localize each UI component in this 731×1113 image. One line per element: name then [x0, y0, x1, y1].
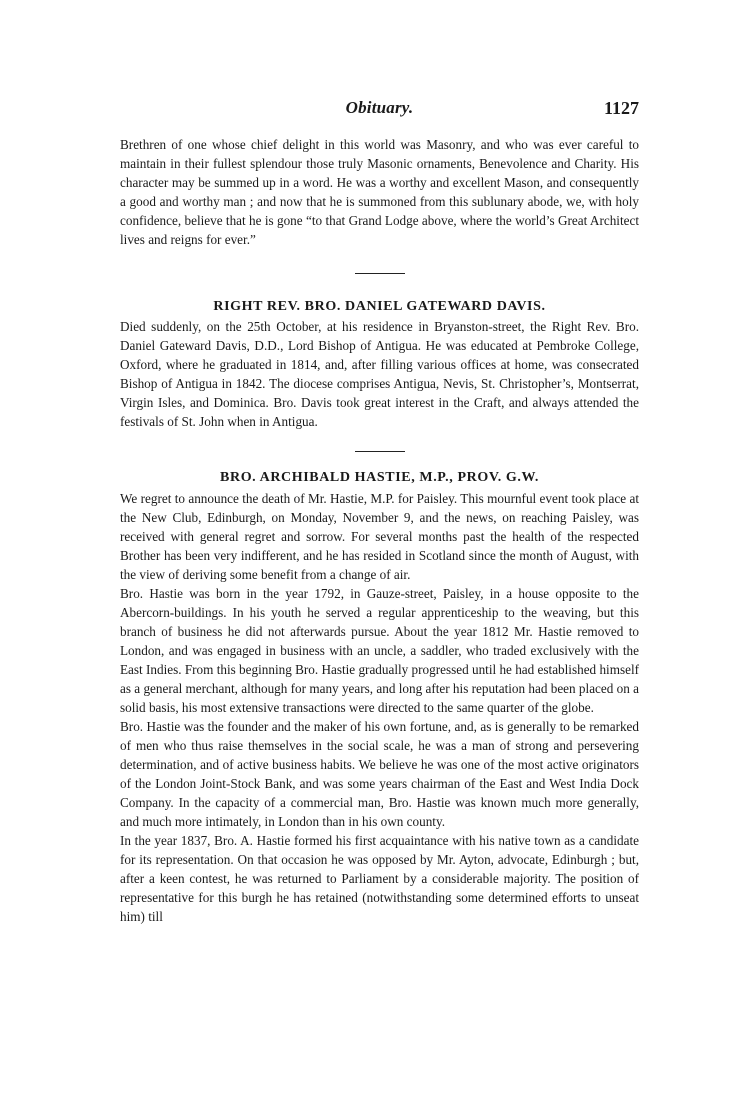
hastie-paragraph-2: Bro. Hastie was born in the year 1792, in Gauze-street, Paisley, in a house opposite to the Abercorn-buildings. In his youth he served a regular apprenticeship to the weaving, but this branch of business he did not afterwards pursue. About the year 1812 Mr. Hastie removed to London, and was engaged in business with an uncle, a saddler, who traded exclusively with the East Indies. From this beginning Bro. Hastie gradually progressed until he had established himself as a general merchant, although for many years, and long after his reputation had been placed on a solid basis, his most extensive transactions were directed to the same quarter of the globe. [120, 586, 639, 715]
running-title: Obituary. [345, 98, 414, 117]
hastie-paragraph-4: In the year 1837, Bro. A. Hastie formed his first acquaintance with his native town as a candidate for its representation. On that occasion he was opposed by Mr. Ayton, advocate, Edinburgh ; but, after a keen contest, he was returned to Parliament by a considerable majority. The position of representative for this burgh he has retained (notwithstanding some determined efforts to unseat him) till [120, 833, 639, 924]
hastie-paragraph-3: Bro. Hastie was the founder and the maker of his own fortune, and, as is generally to be remarked of men who thus raise themselves in the social scale, he was a man of strong and persevering determination, and of active business habits. We believe he was one of the most active originators of the London Joint-Stock Bank, and was some years chairman of the East and West India Dock Company. In the capacity of a commercial man, Bro. Hastie was known much more generally, and much more intimately, in London than in his own county. [120, 719, 639, 829]
section-divider [355, 273, 405, 274]
section-heading-davis: RIGHT REV. BRO. DANIEL GATEWARD DAVIS. [213, 299, 546, 314]
intro-paragraph: Brethren of one whose chief delight in this world was Masonry, and who was ever careful to maintain in their fullest splendour those truly Masonic ornaments, Benevolence and Charity. His character may be summed up in a word. He was a worthy and excellent Mason, and consequently a good and worthy man ; and now that he is summoned from this sublunary abode, we, with holy confidence, believe that he is gone “to that Grand Lodge above, where the world’s Great Architect lives and reigns for ever.” [120, 137, 639, 247]
davis-paragraph: Died suddenly, on the 25th October, at his residence in Bryanston-street, the Right Rev. Bro. Daniel Gateward Davis, D.D., Lord Bishop of Antigua. He was educated at Pembroke College, Oxford, where he graduated in 1814, and, after filling various offices at home, was consecrated Bishop of Antigua in 1842. The diocese comprises Antigua, Nevis, St. Christopher’s, Montserrat, Virgin Isles, and Dominica. Bro. Davis took great interest in the Craft, and always attended the festivals of St. John when in Antigua. [120, 319, 639, 429]
section-heading-hastie: BRO. ARCHIBALD HASTIE, M.P., PROV. G.W. [220, 470, 539, 485]
page-number: 1127 [603, 98, 639, 118]
section-divider [355, 451, 405, 452]
hastie-paragraph-1: We regret to announce the death of Mr. Hastie, M.P. for Paisley. This mournful event took place at the New Club, Edinburgh, on Monday, November 9, and the news, on reaching Paisley, was received with general regret and sorrow. For several months past the health of the respected Brother has been very indifferent, and he has resided in Scotland since the month of August, with the view of deriving some benefit from a change of air. [120, 491, 639, 582]
page-header [120, 98, 639, 124]
